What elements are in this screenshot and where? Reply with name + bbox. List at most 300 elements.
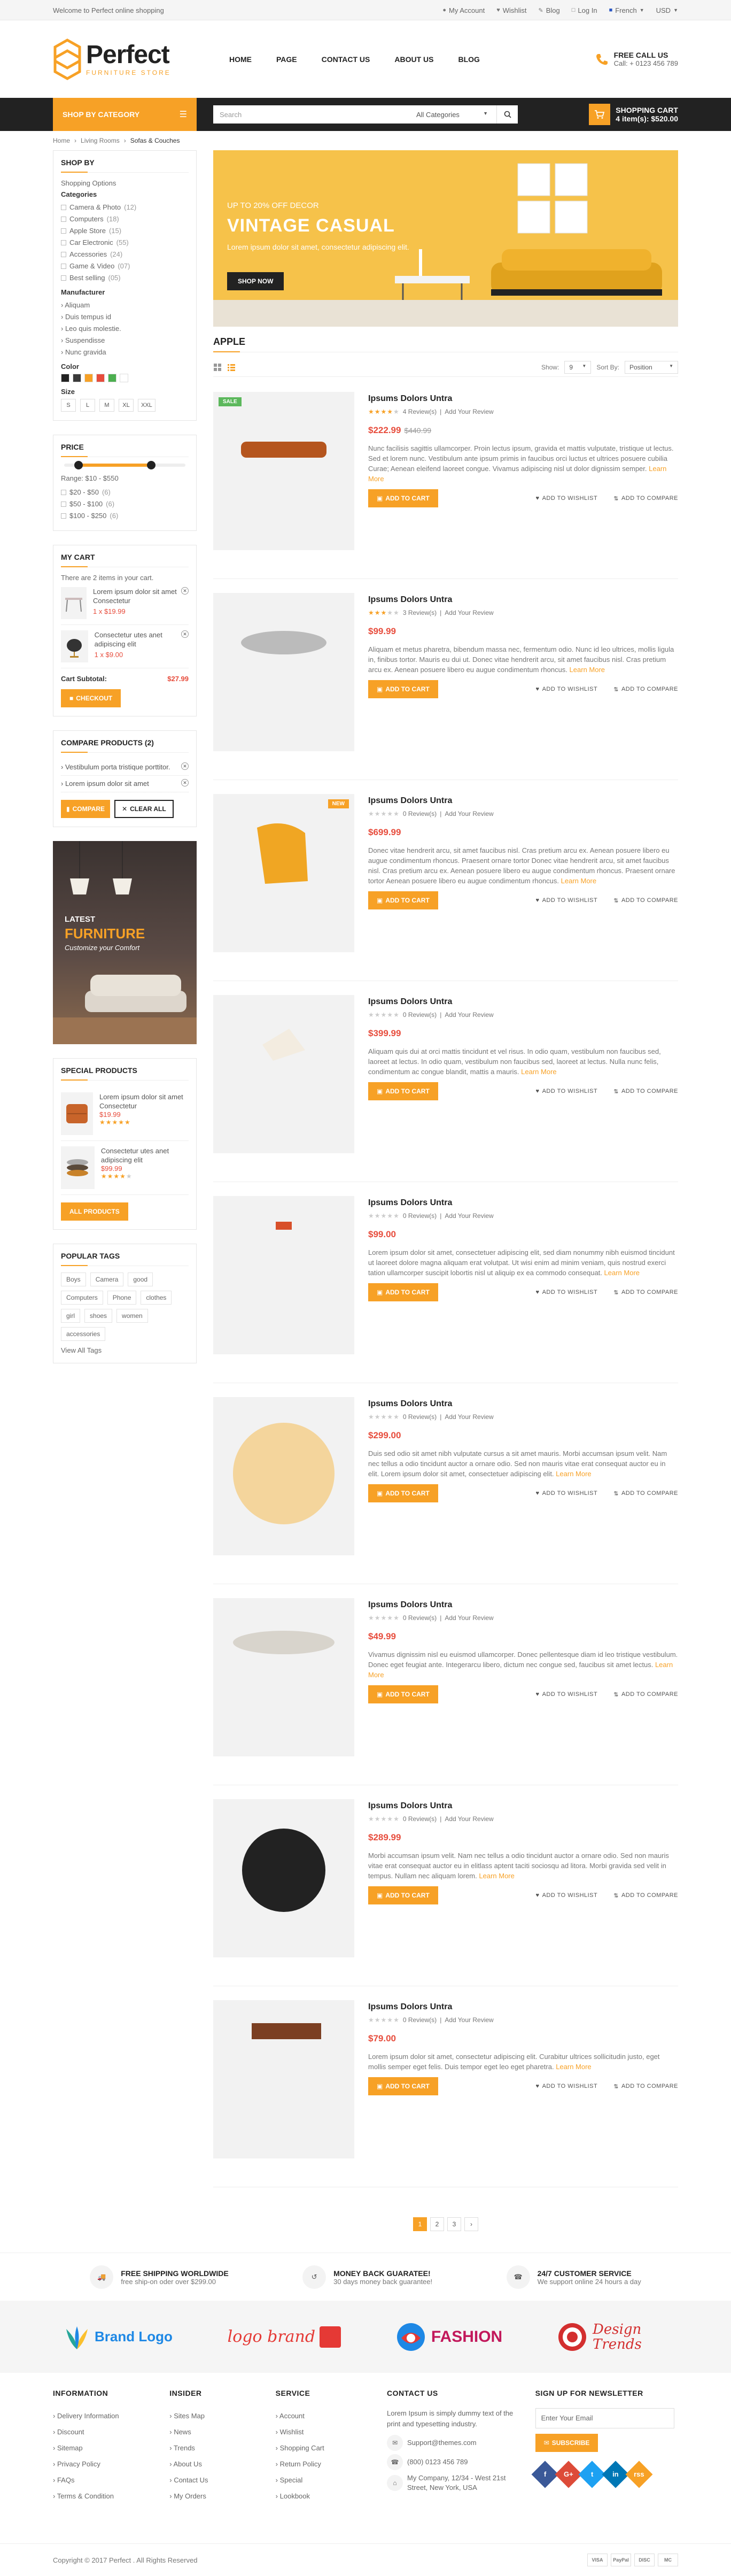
current-price: $99.99 xyxy=(368,626,396,636)
wishlist-link[interactable]: ♥ Wishlist xyxy=(496,6,527,14)
truck-icon: 🚚 xyxy=(90,2265,113,2289)
checkbox[interactable] xyxy=(61,252,66,257)
heart-icon: ♥ xyxy=(535,1088,540,1094)
product-illustration xyxy=(214,997,353,1152)
footer-link[interactable]: › Sites Map xyxy=(169,2412,205,2420)
tag[interactable]: good xyxy=(128,1272,153,1286)
review-count[interactable]: 0 Review(s) xyxy=(402,810,437,817)
category-filter-option[interactable]: Computers (18) xyxy=(61,213,189,225)
add-review-link[interactable]: Add Your Review xyxy=(445,1614,494,1622)
linkedin-icon[interactable]: in xyxy=(602,2461,629,2488)
list-view-icon[interactable] xyxy=(227,363,236,372)
product-image[interactable] xyxy=(213,794,354,952)
ad-line-1: LATEST xyxy=(65,915,96,924)
add-to-compare-link[interactable]: ⇅ ADD TO COMPARE xyxy=(613,686,678,693)
learn-more-link[interactable]: Learn More xyxy=(556,1470,592,1478)
copyright-text: Copyright © 2017 Perfect . All Rights Reserved xyxy=(53,2556,198,2564)
footer-link[interactable]: › Lookbook xyxy=(275,2492,310,2500)
checkbox[interactable] xyxy=(61,264,66,269)
nav-blog[interactable]: BLOG xyxy=(458,55,480,64)
remove-icon[interactable]: ✕ xyxy=(181,630,189,638)
user-icon: ● xyxy=(442,7,446,13)
cart-intro: There are 2 items in your cart. xyxy=(61,574,154,582)
footer-link[interactable]: › News xyxy=(169,2428,191,2436)
footer-link[interactable]: › Trends xyxy=(169,2444,195,2452)
ad-line-2: FURNITURE xyxy=(65,925,145,942)
main-content xyxy=(213,150,678,2253)
tag[interactable]: Camera xyxy=(90,1272,124,1286)
product-image[interactable] xyxy=(213,593,354,751)
add-review-link[interactable]: Add Your Review xyxy=(445,1815,494,1823)
checkbox[interactable] xyxy=(61,275,66,281)
special-product-name[interactable]: Consectetur utes anet adipiscing elit xyxy=(100,1147,169,1164)
review-count[interactable]: 0 Review(s) xyxy=(402,1815,437,1823)
footer xyxy=(0,2373,731,2544)
manufacturer-option[interactable]: › Duis tempus id xyxy=(61,313,111,321)
cart-item-thumbnail[interactable] xyxy=(61,630,88,662)
footer-link[interactable]: › Discount xyxy=(53,2428,84,2436)
category-filter-option[interactable]: Camera & Photo (12) xyxy=(61,202,189,213)
special-products-box xyxy=(53,1058,197,1230)
checkbox[interactable] xyxy=(61,205,66,210)
product-row xyxy=(213,2000,678,2187)
tag-cloud xyxy=(61,1272,189,1341)
footer-link[interactable]: › Privacy Policy xyxy=(53,2460,100,2468)
price-range-text: Range: $10 - $550 xyxy=(61,474,119,482)
product-list xyxy=(213,392,678,2187)
color-swatch[interactable] xyxy=(61,374,69,382)
product-row xyxy=(213,1799,678,1986)
copyright-bar xyxy=(0,2544,731,2576)
compare-item-name[interactable]: › Vestibulum porta tristique porttitor. xyxy=(61,763,170,771)
add-to-cart-button[interactable]: ▣ ADD TO CART xyxy=(368,1484,438,1502)
learn-more-link[interactable]: Learn More xyxy=(561,877,597,885)
footer-link[interactable]: › Account xyxy=(275,2412,305,2420)
tag[interactable]: clothes xyxy=(141,1291,172,1305)
product-name[interactable]: Ipsums Dolors Untra xyxy=(368,1399,453,1408)
nav-contact[interactable]: CONTACT US xyxy=(321,55,370,64)
footer-newsletter: SIGN UP FOR NEWSLETTER Enter Your Email ✉ SUBSCRIBE f G+ t in rss xyxy=(535,2389,678,2504)
payment-icon: PayPal xyxy=(611,2554,631,2566)
price-range-max-handle[interactable] xyxy=(147,461,155,469)
review-count[interactable]: 0 Review(s) xyxy=(402,1614,437,1622)
size-option[interactable]: S xyxy=(61,399,76,412)
category-filter-option[interactable]: Game & Video (07) xyxy=(61,260,189,272)
review-count[interactable]: 0 Review(s) xyxy=(402,1011,437,1019)
nav-about[interactable]: ABOUT US xyxy=(394,55,434,64)
contact-email[interactable]: ✉ Support@themes.com xyxy=(387,2435,514,2451)
star-rating: ★★★★★ xyxy=(368,2016,400,2024)
cart-icon: ▣ xyxy=(377,2083,383,2090)
product-actions xyxy=(368,2077,678,2095)
price-filter-option[interactable]: $100 - $250 (6) xyxy=(61,510,189,522)
page-button[interactable]: 2 xyxy=(430,2217,444,2231)
product-image[interactable] xyxy=(213,1799,354,1957)
product-reviews xyxy=(368,1011,678,1019)
footer-information: INFORMATION › Delivery Information › Discount › Sitemap › Privacy Policy › FAQs › Terms & Condition xyxy=(53,2389,148,2504)
subscribe-button[interactable]: ✉ SUBSCRIBE xyxy=(535,2434,598,2452)
checkbox[interactable] xyxy=(61,502,66,507)
add-to-wishlist-link[interactable]: ♥ ADD TO WISHLIST xyxy=(535,2083,598,2089)
payment-icon: DISC xyxy=(634,2554,655,2566)
compare-icon: ▮ xyxy=(66,805,70,813)
logo[interactable] xyxy=(53,38,213,81)
add-review-link[interactable]: Add Your Review xyxy=(445,1413,494,1421)
product-image[interactable] xyxy=(213,995,354,1153)
special-product-price: $99.99 xyxy=(100,1164,122,1173)
heart-icon: ♥ xyxy=(535,1289,540,1295)
learn-more-link[interactable]: Learn More xyxy=(604,1269,640,1277)
popular-tags-box xyxy=(53,1244,197,1363)
learn-more-link[interactable]: Learn More xyxy=(569,666,605,674)
size-option[interactable]: XL xyxy=(119,399,134,412)
add-to-cart-button[interactable]: ▣ ADD TO CART xyxy=(368,1082,438,1100)
footer-link[interactable]: › Sitemap xyxy=(53,2444,83,2452)
rss-icon[interactable]: rss xyxy=(625,2461,652,2488)
footer-link[interactable]: › Terms & Condition xyxy=(53,2492,114,2500)
add-to-wishlist-link[interactable]: ♥ ADD TO WISHLIST xyxy=(535,1289,598,1295)
price-filter-option[interactable]: $50 - $100 (6) xyxy=(61,498,189,510)
checkbox[interactable] xyxy=(61,240,66,245)
main-nav xyxy=(229,55,480,64)
brand-logo-1[interactable]: Brand Logo xyxy=(64,2324,173,2350)
compare-icon: ⇅ xyxy=(613,1691,619,1698)
nav-home[interactable]: HOME xyxy=(229,55,252,64)
cart-item xyxy=(61,582,189,625)
facebook-icon[interactable]: f xyxy=(531,2461,558,2488)
add-to-wishlist-link[interactable]: ♥ ADD TO WISHLIST xyxy=(535,897,598,904)
currency-select[interactable]: USD ▼ xyxy=(656,6,678,14)
product-name[interactable]: Ipsums Dolors Untra xyxy=(368,1801,453,1810)
footer-link[interactable]: › Wishlist xyxy=(275,2428,304,2436)
brand-logo-4[interactable]: Design Trends xyxy=(557,2322,667,2352)
product-image[interactable] xyxy=(213,1196,354,1354)
color-swatch[interactable] xyxy=(108,374,116,382)
product-actions xyxy=(368,1484,678,1502)
shopping-options-label: Shopping Options xyxy=(61,179,116,187)
product-reviews xyxy=(368,810,678,817)
location-icon: ⌂ xyxy=(387,2475,403,2491)
add-to-cart-button[interactable]: ▣ ADD TO CART xyxy=(368,1283,438,1301)
product-name[interactable]: Ipsums Dolors Untra xyxy=(368,394,453,403)
my-cart-box xyxy=(53,545,197,716)
search-category-select[interactable]: All Categories ▼ xyxy=(416,110,488,119)
lock-icon: □ xyxy=(571,7,576,13)
heart-icon: ♥ xyxy=(535,2083,540,2089)
contact-phone: ☎ (800) 0123 456 789 xyxy=(387,2454,514,2470)
brand-leaf-icon xyxy=(64,2324,90,2350)
category-filter-option[interactable]: Car Electronic (55) xyxy=(61,237,189,249)
product-name[interactable]: Ipsums Dolors Untra xyxy=(368,796,453,805)
add-to-compare-link[interactable]: ⇅ ADD TO COMPARE xyxy=(613,1892,678,1899)
services-strip xyxy=(0,2253,731,2301)
shop-by-category-button[interactable]: SHOP BY CATEGORY ☰ xyxy=(53,98,197,131)
add-to-compare-link[interactable]: ⇅ ADD TO COMPARE xyxy=(613,1691,678,1698)
review-count[interactable]: 4 Review(s) xyxy=(402,408,437,415)
footer-link[interactable]: › Delivery Information xyxy=(53,2412,119,2420)
special-product-thumbnail[interactable] xyxy=(61,1092,93,1135)
tag[interactable]: girl xyxy=(61,1309,80,1323)
tag[interactable]: women xyxy=(116,1309,148,1323)
cart-item-name[interactable]: Lorem ipsum dolor sit amet Consectetur xyxy=(93,588,177,605)
banner-line-2: VINTAGE CASUAL xyxy=(227,215,395,236)
price-filter-option[interactable]: $20 - $50 (6) xyxy=(61,487,189,498)
add-to-compare-link[interactable]: ⇅ ADD TO COMPARE xyxy=(613,1289,678,1296)
search-input[interactable]: Search xyxy=(220,110,242,119)
chevron-down-icon: ▼ xyxy=(673,7,678,13)
review-separator: | xyxy=(440,810,442,817)
sidebar xyxy=(53,150,197,1377)
color-swatch[interactable] xyxy=(96,374,105,382)
footer-link[interactable]: › My Orders xyxy=(169,2492,206,2500)
twitter-icon[interactable]: t xyxy=(578,2461,605,2488)
special-product-name[interactable]: Lorem ipsum dolor sit amet Consectetur xyxy=(99,1093,183,1110)
brand-logo-3[interactable]: FASHION xyxy=(396,2322,502,2352)
ad-line-3: Customize your Comfort xyxy=(65,944,140,952)
breadcrumb-living-rooms[interactable]: Living Rooms xyxy=(81,137,120,144)
sort-select[interactable]: Position ▼ xyxy=(625,361,678,374)
learn-more-link[interactable]: Learn More xyxy=(368,1661,673,1679)
category-filter-option[interactable]: Best selling (05) xyxy=(61,272,189,284)
listing-toolbar xyxy=(213,358,678,377)
clear-all-button[interactable]: ✕ CLEAR ALL xyxy=(114,800,174,818)
next-page-button[interactable]: › xyxy=(464,2217,478,2231)
add-to-wishlist-link[interactable]: ♥ ADD TO WISHLIST xyxy=(535,686,598,692)
add-review-link[interactable]: Add Your Review xyxy=(445,408,494,415)
product-row xyxy=(213,1196,678,1383)
nav-page[interactable]: PAGE xyxy=(276,55,297,64)
tag[interactable]: shoes xyxy=(84,1309,112,1323)
manufacturer-option[interactable]: › Nunc gravida xyxy=(61,348,106,356)
logo-name: Perfect xyxy=(86,40,169,69)
remove-icon[interactable]: ✕ xyxy=(181,587,189,595)
review-count[interactable]: 0 Review(s) xyxy=(402,2016,437,2024)
add-review-link[interactable]: Add Your Review xyxy=(445,1011,494,1019)
add-review-link[interactable]: Add Your Review xyxy=(445,810,494,817)
blog-link[interactable]: ✎ Blog xyxy=(538,6,560,14)
product-image[interactable] xyxy=(213,392,354,550)
cart-icon: ▣ xyxy=(377,1088,383,1095)
category-filter-option[interactable]: Accessories (24) xyxy=(61,249,189,260)
category-bar xyxy=(0,98,731,131)
add-to-cart-button[interactable]: ▣ ADD TO CART xyxy=(368,1685,438,1703)
tag[interactable]: accessories xyxy=(61,1327,105,1341)
product-description: Vivamus dignissim nisl eu euismod ullamcorper. Donec pellentesque diam id leo tristique vestibulum. Donec eget feugiat ante. Integerarcu libero, dictum nec congue sed, faucibus sit amet lectus. Learn More xyxy=(368,1651,678,1679)
price-range-slider[interactable] xyxy=(64,464,185,467)
add-to-wishlist-link[interactable]: ♥ ADD TO WISHLIST xyxy=(535,1088,598,1094)
remove-icon[interactable]: ✕ xyxy=(181,779,189,786)
product-image[interactable] xyxy=(213,1397,354,1555)
add-to-compare-link[interactable]: ⇅ ADD TO COMPARE xyxy=(613,495,678,502)
add-to-cart-button[interactable]: ▣ ADD TO CART xyxy=(368,489,438,507)
menu-icon: ☰ xyxy=(179,110,187,119)
checkbox[interactable] xyxy=(61,217,66,222)
add-to-compare-link[interactable]: ⇅ ADD TO COMPARE xyxy=(613,2083,678,2090)
product-description: Lorem ipsum dolor sit amet, consectetuer adipiscing elit, sed diam nonummy nibh euismod tincidunt ut laoreet dolore magna aliquam erat volutpat. Ut wisi enim ad minim veniam, quis nostrud exerci tation ullamcorper suscipit lobortis nisl ut aliquip ex ea commodo consequat. Learn More xyxy=(368,1248,675,1277)
review-count[interactable]: 3 Review(s) xyxy=(402,609,437,616)
checkbox[interactable] xyxy=(61,228,66,234)
price-box xyxy=(53,435,197,531)
special-title: SPECIAL PRODUCTS xyxy=(61,1066,189,1081)
review-count[interactable]: 0 Review(s) xyxy=(402,1413,437,1421)
search-button[interactable] xyxy=(496,105,518,124)
manufacturer-option[interactable]: › Leo quis molestie. xyxy=(61,325,121,333)
add-review-link[interactable]: Add Your Review xyxy=(445,1212,494,1220)
payment-methods xyxy=(587,2554,678,2566)
show-label: Show: xyxy=(541,363,559,371)
brand-logo-2[interactable]: logo brand xyxy=(228,2326,341,2348)
add-review-link[interactable]: Add Your Review xyxy=(445,609,494,616)
add-to-cart-button[interactable]: ▣ ADD TO CART xyxy=(368,2077,438,2095)
cart-icon: ▣ xyxy=(377,1490,383,1497)
category-filter-option[interactable]: Apple Store (15) xyxy=(61,225,189,237)
compare-icon: ⇅ xyxy=(613,1490,619,1497)
color-swatch[interactable] xyxy=(120,374,128,382)
newsletter-email-input[interactable]: Enter Your Email xyxy=(535,2408,674,2428)
product-name[interactable]: Ipsums Dolors Untra xyxy=(368,2002,453,2011)
view-all-tags-link[interactable]: View All Tags xyxy=(61,1346,102,1354)
add-to-cart-button[interactable]: ▣ ADD TO CART xyxy=(368,680,438,698)
phone-icon xyxy=(595,52,609,66)
footer-link[interactable]: › Return Policy xyxy=(275,2460,321,2468)
sidebar-ad-banner[interactable] xyxy=(53,841,197,1044)
special-product-thumbnail[interactable] xyxy=(61,1146,95,1189)
add-to-wishlist-link[interactable]: ♥ ADD TO WISHLIST xyxy=(535,1691,598,1698)
grid-view-icon[interactable] xyxy=(213,363,222,372)
social-links xyxy=(535,2465,678,2484)
star-rating: ★★★★★ xyxy=(368,1011,400,1019)
add-to-wishlist-link[interactable]: ♥ ADD TO WISHLIST xyxy=(535,495,598,502)
product-row xyxy=(213,1397,678,1584)
current-price: $99.00 xyxy=(368,1229,396,1239)
service-text: 30 days money back guarantee! xyxy=(333,2277,433,2286)
flag-icon: ■ xyxy=(609,7,613,13)
envelope-icon: ✉ xyxy=(543,2439,549,2447)
tag[interactable]: Computers xyxy=(61,1291,103,1305)
checkout-button[interactable]: ■ CHECKOUT xyxy=(61,689,121,707)
product-name[interactable]: Ipsums Dolors Untra xyxy=(368,595,453,604)
add-to-compare-link[interactable]: ⇅ ADD TO COMPARE xyxy=(613,1088,678,1095)
tags-title: POPULAR TAGS xyxy=(61,1252,189,1266)
close-icon: ✕ xyxy=(122,805,128,813)
color-swatches xyxy=(61,374,189,382)
special-product-price: $19.99 xyxy=(99,1110,121,1119)
product-name[interactable]: Ipsums Dolors Untra xyxy=(368,997,453,1006)
heart-icon: ♥ xyxy=(535,495,540,502)
compare-title: COMPARE PRODUCTS (2) xyxy=(61,738,189,753)
add-to-wishlist-link[interactable]: ♥ ADD TO WISHLIST xyxy=(535,1490,598,1497)
product-name[interactable]: Ipsums Dolors Untra xyxy=(368,1198,453,1207)
page-button[interactable]: 3 xyxy=(447,2217,461,2231)
service-text: free ship-on oder over $299.00 xyxy=(121,2277,216,2286)
size-option[interactable]: XXL xyxy=(138,399,155,412)
all-products-button[interactable]: ALL PRODUCTS xyxy=(61,1202,128,1221)
breadcrumb-home[interactable]: Home xyxy=(53,137,71,144)
footer-link[interactable]: › Contact Us xyxy=(169,2476,208,2484)
learn-more-link[interactable]: Learn More xyxy=(479,1872,515,1880)
shop-now-button[interactable]: SHOP NOW xyxy=(227,272,284,290)
tag[interactable]: Boys xyxy=(61,1272,86,1286)
product-info xyxy=(368,1196,678,1383)
star-rating: ★★★★★ xyxy=(368,408,400,415)
call-label: FREE CALL US xyxy=(613,51,668,59)
cart-item-name[interactable]: Consectetur utes anet adipiscing elit xyxy=(94,631,162,648)
google-plus-icon[interactable]: G+ xyxy=(555,2461,582,2488)
manufacturer-option[interactable]: › Aliquam xyxy=(61,301,90,309)
review-count[interactable]: 0 Review(s) xyxy=(402,1212,437,1220)
page-button[interactable]: 1 xyxy=(413,2217,427,2231)
checkbox[interactable] xyxy=(61,490,66,495)
breadcrumb-separator: › xyxy=(74,137,77,144)
current-price: $699.99 xyxy=(368,827,401,837)
remove-icon[interactable]: ✕ xyxy=(181,762,189,770)
breadcrumb xyxy=(53,131,678,150)
footer-link[interactable]: › About Us xyxy=(169,2460,202,2468)
product-name[interactable]: Ipsums Dolors Untra xyxy=(368,1600,453,1609)
compare-button[interactable]: ▮ COMPARE xyxy=(61,800,110,818)
brand-badge-icon xyxy=(320,2326,341,2348)
manufacturer-option[interactable]: › Suspendisse xyxy=(61,336,105,344)
add-to-compare-link[interactable]: ⇅ ADD TO COMPARE xyxy=(613,1490,678,1497)
add-to-cart-button[interactable]: ▣ ADD TO CART xyxy=(368,891,438,909)
lock-icon: ■ xyxy=(69,695,74,702)
price-title: PRICE xyxy=(61,443,189,457)
current-price: $79.00 xyxy=(368,2033,396,2043)
my-account-link[interactable]: ● My Account xyxy=(442,6,485,14)
review-separator: | xyxy=(440,2016,442,2024)
login-link[interactable]: □ Log In xyxy=(571,6,597,14)
learn-more-link[interactable]: Learn More xyxy=(521,1068,557,1076)
star-rating: ★★★★★ xyxy=(368,609,400,616)
product-info xyxy=(368,2000,678,2187)
size-option[interactable]: L xyxy=(80,399,95,412)
learn-more-link[interactable]: Learn More xyxy=(368,465,667,483)
size-option[interactable]: M xyxy=(99,399,114,412)
footer-link[interactable]: › Shopping Cart xyxy=(275,2444,324,2452)
star-rating: ★★★★★ xyxy=(368,1815,400,1823)
footer-link[interactable]: › FAQs xyxy=(53,2476,75,2484)
header-cart[interactable] xyxy=(589,104,678,125)
service-title: FREE SHIPPING WORLDWIDE xyxy=(121,2269,229,2278)
cart-icon: ▣ xyxy=(377,1691,383,1698)
add-to-wishlist-link[interactable]: ♥ ADD TO WISHLIST xyxy=(535,1892,598,1899)
color-swatch[interactable] xyxy=(84,374,93,382)
price-range-min-handle[interactable] xyxy=(74,461,83,469)
service-text: We support online 24 hours a day xyxy=(537,2277,641,2286)
footer-link[interactable]: › Special xyxy=(275,2476,303,2484)
show-select[interactable]: 9 ▼ xyxy=(564,361,591,374)
compare-item-name[interactable]: › Lorem ipsum dolor sit amet xyxy=(61,780,149,788)
cart-item-thumbnail[interactable] xyxy=(61,587,87,619)
cart-icon: ▣ xyxy=(377,897,383,904)
compare-icon: ⇅ xyxy=(613,1892,619,1899)
product-actions xyxy=(368,489,678,507)
tag[interactable]: Phone xyxy=(107,1291,137,1305)
product-illustration xyxy=(214,394,353,549)
compare-item xyxy=(61,759,189,776)
add-to-cart-button[interactable]: ▣ ADD TO CART xyxy=(368,1886,438,1904)
product-image[interactable] xyxy=(213,2000,354,2158)
learn-more-link[interactable]: Learn More xyxy=(556,2063,592,2071)
checkbox[interactable] xyxy=(61,513,66,519)
add-to-compare-link[interactable]: ⇅ ADD TO COMPARE xyxy=(613,897,678,904)
language-select[interactable]: ■ French ▼ xyxy=(609,6,644,14)
color-swatch[interactable] xyxy=(73,374,81,382)
add-review-link[interactable]: Add Your Review xyxy=(445,2016,494,2024)
star-rating: ★★★★★ xyxy=(368,1413,400,1421)
product-image[interactable] xyxy=(213,1598,354,1756)
category-banner[interactable] xyxy=(213,150,678,327)
